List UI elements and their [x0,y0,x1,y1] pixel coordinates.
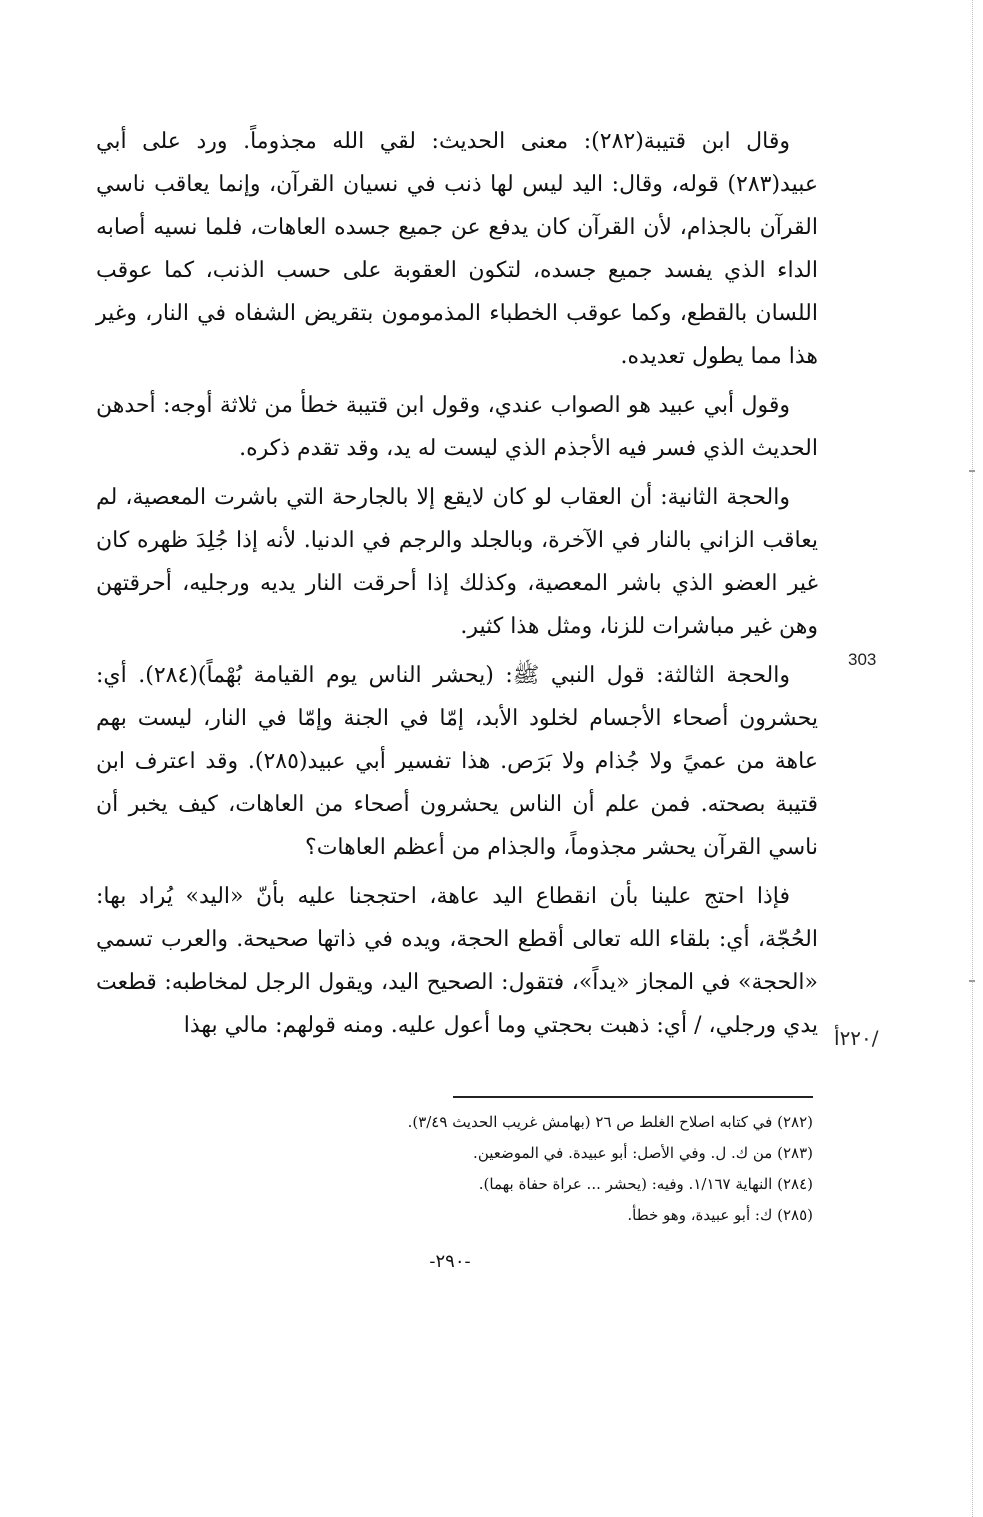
main-text-block [96,120,818,1053]
page-number: -٢٩٠- [429,1251,471,1272]
paragraph: فإذا احتج علينا بأن انقطاع اليد عاهة، احتججنا عليه بأنّ «اليد» يُراد بها: الحُجّة، أي: بلقاء الله تعالى أقطع الحجة، ويده في ذاتها صحيحة. والعرب تسمي «الحجة» في المجاز «يداً»، فتقول: الصحيح اليد، ويقول الرجل لمخاطبه: قطعت يدي ورجلي، / أي: ذهبت بحجتي وما أعول عليه. ومنه قولهم: مالي بهذا [96,884,818,1038]
paragraph: وقال ابن قتيبة(٢٨٢): معنى الحديث: لقي الله مجذوماً. ورد على أبي عبيد(٢٨٣) قوله، وقال: اليد ليس لها ذنب في نسيان القرآن، وإنما يعاقب ناسي القرآن بالجذام، لأن القرآن كان يدفع عن جميع جسده العاهات، فلما نسيه أصابه الداء الذي يفسد جميع جسده، لتكون العقوبة على حسب الذنب، كما عوقب اللسان بالقطع، وكما عوقب الخطباء المذمومون بتقريض الشفاه في النار، وغير هذا مما يطول تعديده. [96,129,818,369]
paragraph: والحجة الثانية: أن العقاب لو كان لايقع إلا بالجارحة التي باشرت المعصية، لم يعاقب الزاني بالنار في الآخرة، وبالجلد والرجم في الدنيا. لأنه إذا جُلِدَ ظهره كان غير العضو الذي باشر المعصية، وكذلك إذا أحرقت النار يديه ورجليه، أحرقتهن وهن غير مباشرات للزنا، ومثل هذا كثير. [96,485,818,639]
footnote: (٢٨٢) في كتابه اصلاح الغلط ص ٢٦ (بهامش غريب الحديث ٣/٤٩). [407,1113,813,1131]
footnotes-block [280,1107,813,1231]
footnote: (٢٨٥) ك: أبو عبيدة، وهو خطأ. [627,1206,813,1224]
margin-folio-reference: /٢٢٠أ [834,1026,879,1050]
footnote-separator [453,1096,813,1098]
paragraph: والحجة الثالثة: قول النبي ﷺ: (يحشر الناس يوم القيامة بُهْماً)(٢٨٤). أي: يحشرون أصحاء الأجسام لخلود الأبد، إمّا في الجنة وإمّا في النار، ليست بهم عاهة من عميً ولا جُذام ولا بَرَص. هذا تفسير أبي عبيد(٢٨٥). وقد اعترف ابن قتيبة بصحته. فمن علم أن الناس يحشرون أصحاء من العاهات، كيف يخبر أن ناسي القرآن يحشر مجذوماً، والجذام من أعظم العاهات؟ [96,663,818,860]
margin-page-reference: 303 [848,650,877,669]
paragraph: وقول أبي عبيد هو الصواب عندي، وقول ابن قتيبة خطأ من ثلاثة أوجه: أحدهن الحديث الذي فسر فيه الأجذم الذي ليست له يد، وقد تقدم ذكره. [96,393,818,461]
footnote: (٢٨٣) من ك. ل. وفي الأصل: أبو عبيدة. في الموضعين. [473,1144,813,1162]
page-edge-scan-line [972,0,973,1517]
footnote: (٢٨٤) النهاية ١/١٦٧. وفيه: (يحشر ... عراة حفاة بهما). [478,1175,813,1193]
edge-tick [969,470,975,472]
edge-tick [969,980,975,982]
